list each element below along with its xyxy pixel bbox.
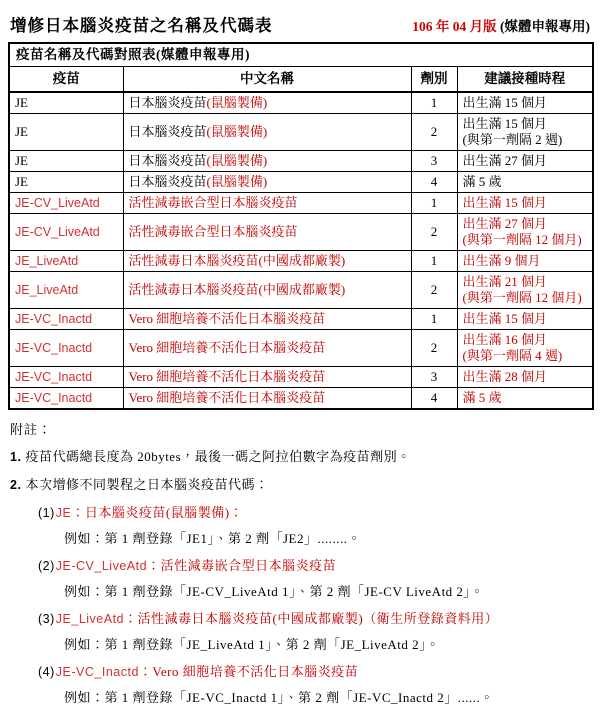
dose-number-cell: 4 [411,172,457,193]
version-suffix: (媒體申報專用) [496,19,590,34]
vaccine-code-cell: JE-CV_LiveAtd [9,214,123,251]
dose-number-cell: 2 [411,272,457,309]
vaccine-name-black: 日本腦炎疫苗 [128,174,207,189]
vaccine-name-cell [123,251,411,272]
subnote-block [8,608,592,653]
vaccine-code-table [8,42,594,410]
table-row [9,388,593,410]
vaccine-name-red: (鼠腦製備) [206,124,268,139]
dose-number-cell: 2 [411,214,457,251]
table-caption-row [9,43,593,67]
schedule-line2: (與第一劑隔 2 週) [462,132,563,147]
subnote-example: 例如：第 1 劑登錄「JE-CV_LiveAtd 1」、第 2 劑「JE-CV LiveAtd 2」。 [64,584,484,599]
table-row [9,151,593,172]
dose-number-cell: 1 [411,193,457,214]
table-row [9,92,593,114]
vaccine-code-cell: JE_LiveAtd [9,251,123,272]
subnote-example: 例如：第 1 劑登錄「JE_LiveAtd 1」、第 2 劑「JE_LiveAtd 2」。 [64,637,440,652]
table-row [9,367,593,388]
column-header-vaccine: 疫苗 [9,67,123,93]
column-header-chinese-name: 中文名稱 [123,67,411,93]
vaccine-name-cell [123,151,411,172]
vaccine-name-red: 活性減毒日本腦炎疫苗(中國成都廠製) [128,253,346,268]
column-header-dose: 劑別 [411,67,457,93]
subnote-code: JE_LiveAtd [55,612,125,626]
schedule-line1: 出生滿 21 個月 [462,274,548,289]
schedule-line1: 出生滿 15 個月 [462,311,548,326]
schedule-cell [457,367,593,388]
table-row [9,309,593,330]
subnote-block [8,555,592,600]
subnote-number: (3) [38,612,55,626]
vaccine-name-red: 活性減毒嵌合型日本腦炎疫苗 [128,224,298,239]
subnote-title-line [38,661,592,680]
schedule-line1: 出生滿 15 個月 [462,195,548,210]
subnote-example: 例如：第 1 劑登錄「JE1」、第 2 劑「JE2」........。 [64,531,362,546]
schedule-line2: (與第一劑隔 12 個月) [462,232,582,247]
schedule-cell [457,309,593,330]
schedule-line1: 滿 5 歲 [462,390,502,405]
vaccine-name-red: (鼠腦製備) [206,153,268,168]
note-2-text: 本次增修不同製程之日本腦炎疫苗代碼： [25,477,269,492]
vaccine-code-cell: JE-VC_Inactd [9,388,123,410]
vaccine-code-cell: JE-VC_Inactd [9,309,123,330]
notes-section [8,419,592,706]
subnote-number: (1) [38,506,55,520]
table-row [9,193,593,214]
table-row [9,330,593,367]
table-caption: 疫苗名稱及代碼對照表(媒體申報專用) [9,43,593,67]
subnote-title-line [38,502,592,521]
subnote-code: JE-VC_Inactd [55,665,139,679]
table-row [9,172,593,193]
schedule-line1: 出生滿 16 個月 [462,332,548,347]
note-1-text: 疫苗代碼總長度為 20bytes，最後一碼之阿拉伯數字為疫苗劑別。 [25,449,411,464]
schedule-line2: (與第一劑隔 4 週) [462,348,563,363]
subnotes-container [8,502,592,706]
subnote-code: JE [55,506,72,520]
table-header-row [9,67,593,93]
schedule-cell [457,214,593,251]
vaccine-name-cell [123,114,411,151]
vaccine-name-red: (鼠腦製備) [206,95,268,110]
subnote-number: (2) [38,559,55,573]
vaccine-code-cell: JE [9,172,123,193]
schedule-cell [457,172,593,193]
schedule-line1: 出生滿 27 個月 [462,153,548,168]
schedule-cell [457,388,593,410]
version-date: 106 年 04 月版 [412,19,497,34]
note-item-1 [10,446,592,465]
dose-number-cell: 3 [411,151,457,172]
dose-number-cell: 1 [411,92,457,114]
subnote-separator: ： [71,505,85,520]
vaccine-name-cell [123,92,411,114]
vaccine-code-cell: JE-VC_Inactd [9,330,123,367]
subnote-example: 例如：第 1 劑登錄「JE-VC_Inactd 1」、第 2 劑「JE-VC_Inactd 2」......。 [64,690,494,705]
vaccine-name-red: (鼠腦製備) [206,174,268,189]
dose-number-cell: 1 [411,309,457,330]
schedule-cell [457,151,593,172]
subnote-number: (4) [38,665,55,679]
subnote-description: 活性減毒日本腦炎疫苗(中國成都廠製)（衛生所登錄資料用） [137,611,499,626]
subnote-block [8,502,592,547]
vaccine-code-cell: JE [9,151,123,172]
table-row [9,214,593,251]
schedule-line2: (與第一劑隔 12 個月) [462,290,582,305]
schedule-line1: 出生滿 9 個月 [462,253,541,268]
subnote-separator: ： [124,611,138,626]
vaccine-code-cell: JE [9,92,123,114]
vaccine-code-cell: JE-VC_Inactd [9,367,123,388]
schedule-cell [457,92,593,114]
table-row [9,251,593,272]
subnote-separator: ： [147,558,161,573]
vaccine-name-cell [123,367,411,388]
schedule-cell [457,272,593,309]
vaccine-name-cell [123,193,411,214]
dose-number-cell: 2 [411,330,457,367]
vaccine-name-black: 日本腦炎疫苗 [128,124,207,139]
table-row [9,272,593,309]
vaccine-name-red: 活性減毒嵌合型日本腦炎疫苗 [128,195,298,210]
vaccine-name-red: Vero 細胞培養不活化日本腦炎疫苗 [128,340,326,355]
subnote-description: 活性減毒嵌合型日本腦炎疫苗 [160,558,337,573]
subnote-description: 日本腦炎疫苗(鼠腦製備)： [84,505,244,520]
schedule-line1: 出生滿 28 個月 [462,369,548,384]
schedule-cell [457,193,593,214]
vaccine-name-cell [123,272,411,309]
subnote-title-line [38,608,592,627]
page-title: 增修日本腦炎疫苗之名稱及代碼表 [10,16,273,35]
title-row [8,10,592,42]
vaccine-code-cell: JE [9,114,123,151]
subnote-description: Vero 細胞培養不活化日本腦炎疫苗 [152,664,359,679]
notes-heading: 附註： [10,422,53,437]
dose-number-cell: 3 [411,367,457,388]
schedule-cell [457,251,593,272]
subnote-title-line [38,555,592,574]
schedule-cell [457,114,593,151]
note-1-number: 1. [10,450,22,464]
vaccine-name-cell [123,388,411,410]
dose-number-cell: 2 [411,114,457,151]
vaccine-name-cell [123,330,411,367]
note-2-number: 2. [10,478,22,492]
vaccine-name-red: 活性減毒日本腦炎疫苗(中國成都廠製) [128,282,346,297]
table-row [9,114,593,151]
vaccine-name-red: Vero 細胞培養不活化日本腦炎疫苗 [128,311,326,326]
column-header-schedule: 建議接種時程 [457,67,593,93]
vaccine-name-black: 日本腦炎疫苗 [128,95,207,110]
note-item-2 [10,474,592,493]
vaccine-name-cell [123,172,411,193]
version-label [412,15,590,35]
subnote-separator: ： [138,664,153,679]
subnote-block [8,661,592,706]
vaccine-table-body [9,43,593,409]
schedule-line1: 出生滿 15 個月 [462,116,548,131]
schedule-cell [457,330,593,367]
vaccine-name-red: Vero 細胞培養不活化日本腦炎疫苗 [128,369,326,384]
dose-number-cell: 4 [411,388,457,410]
schedule-line1: 出生滿 27 個月 [462,216,548,231]
schedule-line1: 滿 5 歲 [462,174,502,189]
vaccine-code-cell: JE-CV_LiveAtd [9,193,123,214]
vaccine-name-black: 日本腦炎疫苗 [128,153,207,168]
vaccine-name-cell [123,309,411,330]
dose-number-cell: 1 [411,251,457,272]
vaccine-name-cell [123,214,411,251]
vaccine-name-red: Vero 細胞培養不活化日本腦炎疫苗 [128,390,326,405]
subnote-code: JE-CV_LiveAtd [55,559,148,573]
vaccine-code-cell: JE_LiveAtd [9,272,123,309]
schedule-line1: 出生滿 15 個月 [462,95,548,110]
